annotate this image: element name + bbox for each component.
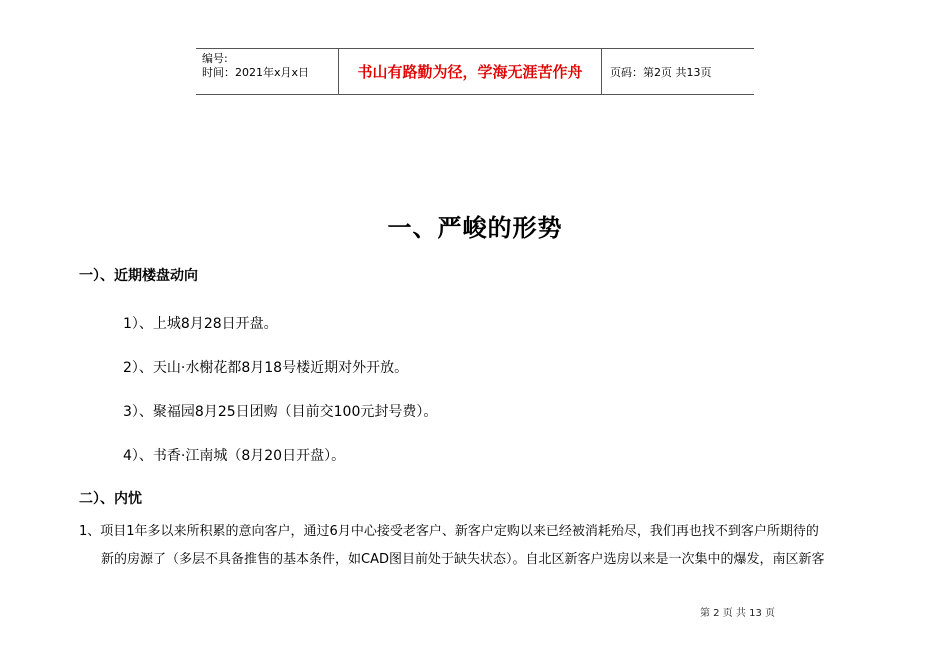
header-meta	[196, 49, 338, 94]
time-label: 时间：2021年x月x日	[202, 66, 310, 79]
section-heading-2: 二）、内忧	[79, 491, 142, 507]
list-item: 3）、聚福园8月25日团购（目前交100元封号费）。	[123, 404, 438, 420]
list-item: 2）、天山·水榭花都8月18号楼近期对外开放。	[123, 360, 409, 376]
number-label: 编号:	[202, 52, 228, 65]
header-page-info: 页码：第2页 共13页	[610, 65, 712, 79]
page-footer: 第 2 页 共 13 页	[700, 608, 775, 619]
document-header	[196, 48, 754, 95]
list-item: 4）、书香·江南城（8月20日开盘）。	[123, 448, 346, 464]
section-heading-1: 一）、近期楼盘动向	[79, 268, 198, 284]
paragraph-line: 1、项目1年多以来所积累的意向客户，通过6月中心接受老客户、新客户定购以来已经被消耗殆尽，我们再也找不到客户所期待的	[79, 524, 819, 539]
page-title: 一、严峻的形势	[387, 214, 563, 242]
paragraph-line: 新的房源了（多层不具备推售的基本条件，如CAD图目前处于缺失状态）。自北区新客户选房以来是一次集中的爆发，南区新客	[101, 552, 825, 567]
body-paragraph	[79, 518, 879, 574]
list-item: 1）、上城8月28日开盘。	[123, 316, 278, 332]
header-motto: 书山有路勤为径，学海无涯苦作舟	[338, 49, 602, 94]
